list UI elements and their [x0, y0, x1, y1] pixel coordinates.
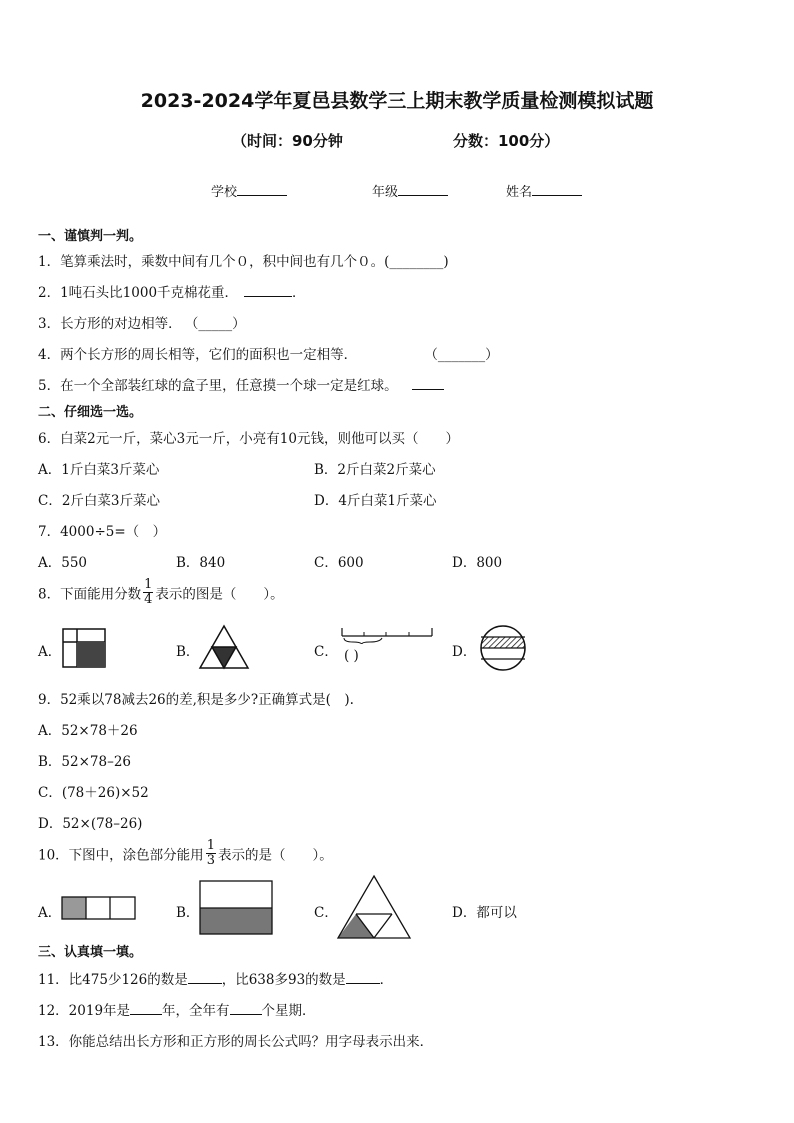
q9-option-c[interactable]: C．(78＋26)×52 — [38, 785, 149, 801]
answer-blank[interactable] — [188, 983, 222, 984]
question-13: 13．你能总结出长方形和正方形的周长公式吗？用字母表示出来． — [38, 1034, 434, 1050]
answer-blank[interactable] — [230, 1014, 262, 1015]
q10-option-a[interactable]: A． — [38, 905, 62, 921]
q9-option-d[interactable]: D．52×(78–26) — [38, 816, 143, 832]
question-11: 11．比475少126的数是 ，比638多93的数是 ． — [38, 972, 394, 988]
question-8: 8．下面能用分数 $\frac{1}{4}$ 表示的图是（ ）。 — [38, 577, 284, 607]
section-2-heading: 二、仔细选一选。 — [38, 405, 143, 420]
q8-figure-d — [478, 624, 528, 672]
section-3-heading: 三、认真填一填。 — [38, 945, 143, 960]
fraction-one-quarter: $\frac{1}{4}$ — [144, 577, 153, 607]
answer-blank[interactable] — [244, 296, 292, 297]
question-9: 9．52乘以78减去26的差,积是多少?正确算式是( ). — [38, 692, 354, 708]
q8-figure-c — [340, 624, 434, 644]
q8-option-d[interactable]: D． — [452, 644, 477, 660]
q7-option-d[interactable]: D．800 — [452, 555, 503, 571]
page-title: 2023-2024学年夏邑县数学三上期末教学质量检测模拟试题 — [140, 90, 654, 112]
q8-figure-c-paren: ( ) — [344, 648, 359, 664]
q9-option-a[interactable]: A．52×78＋26 — [38, 723, 138, 739]
q10-figure-a — [61, 896, 137, 920]
q10-option-d[interactable]: D．都可以 — [452, 905, 517, 921]
exam-time: （时间：90分钟 — [232, 132, 343, 150]
q8-figure-b — [198, 624, 250, 670]
question-5: 5．在一个全部装红球的盒子里，任意摸一个球一定是红球。 — [38, 374, 444, 394]
section-1-heading: 一、谨慎判一判。 — [38, 229, 143, 244]
q10-figure-b — [199, 880, 275, 936]
exam-score: 分数：100分） — [453, 132, 560, 150]
question-3: 3．长方形的对边相等． （_____） — [38, 316, 246, 332]
q6-option-b[interactable]: B．2斤白菜2斤菜心 — [314, 462, 436, 478]
q6-option-c[interactable]: C．2斤白菜3斤菜心 — [38, 493, 161, 509]
question-1: 1．笔算乘法时，乘数中间有几个０，积中间也有几个０。(________) — [38, 254, 449, 270]
q8-figure-a — [62, 628, 106, 668]
question-7: 7．4000÷5=（ ） — [38, 524, 167, 540]
name-field[interactable] — [506, 181, 582, 200]
q7-option-b[interactable]: B．840 — [176, 555, 226, 571]
question-2: 2．1吨石头比1000千克棉花重． ． — [38, 285, 306, 301]
q9-option-b[interactable]: B．52×78–26 — [38, 754, 132, 770]
q6-option-a[interactable]: A．1斤白菜3斤菜心 — [38, 462, 160, 478]
question-6: 6．白菜2元一斤，菜心3元一斤，小亮有10元钱，则他可以买（ ） — [38, 431, 459, 447]
grade-field[interactable] — [372, 181, 448, 200]
school-label: 学校 — [211, 185, 238, 200]
question-10: 10．下图中，涂色部分能用 $\frac{1}{3}$ 表示的是（ ）。 — [38, 838, 333, 868]
grade-label: 年级 — [372, 185, 399, 200]
answer-blank[interactable] — [412, 389, 444, 390]
answer-blank[interactable] — [346, 983, 380, 984]
question-12: 12．2019年是 年，全年有 个星期． — [38, 1003, 316, 1019]
question-4: 4．两个长方形的周长相等，它们的面积也一定相等． （_______） — [38, 347, 499, 363]
answer-blank[interactable] — [130, 1014, 162, 1015]
q7-option-a[interactable]: A．550 — [38, 555, 88, 571]
fraction-one-third: $\frac{1}{3}$ — [206, 838, 215, 868]
q8-option-a[interactable]: A． — [38, 644, 62, 660]
name-label: 姓名 — [506, 185, 533, 200]
q10-figure-c — [336, 874, 412, 940]
q8-option-b[interactable]: B． — [176, 644, 200, 660]
q10-option-c[interactable]: C． — [314, 905, 338, 921]
q10-option-b[interactable]: B． — [176, 905, 200, 921]
q8-option-c[interactable]: C． — [314, 644, 338, 660]
q6-option-d[interactable]: D．4斤白菜1斤菜心 — [314, 493, 437, 509]
q7-option-c[interactable]: C．600 — [314, 555, 364, 571]
school-field[interactable] — [211, 181, 287, 200]
